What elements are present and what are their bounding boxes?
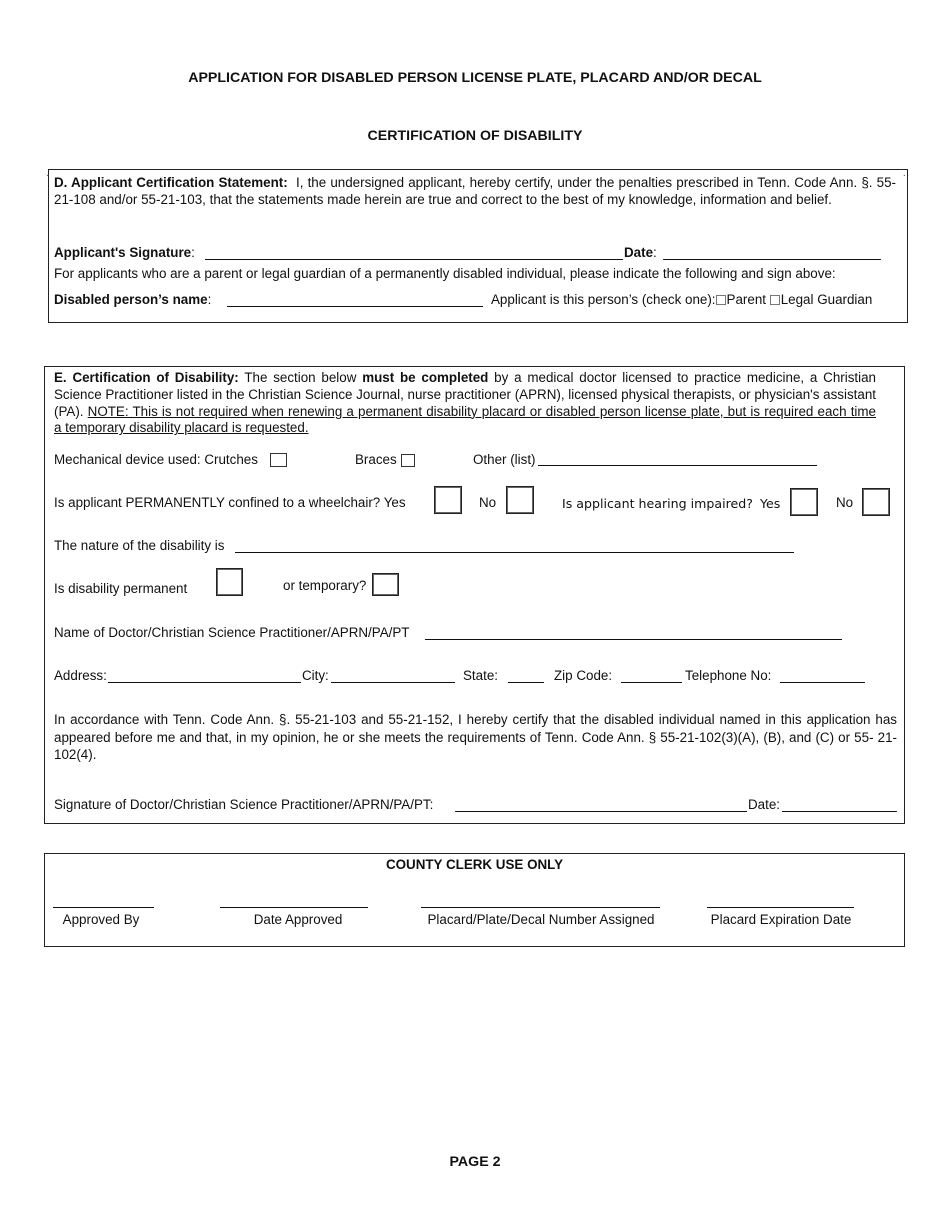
wheelchair-question: Is applicant PERMANENTLY confined to a wheelchair? Yes	[54, 495, 406, 510]
braces-label: Braces	[355, 452, 397, 467]
county-clerk-box	[44, 853, 905, 947]
braces-checkbox[interactable]	[401, 454, 415, 467]
other-device-field[interactable]	[538, 465, 817, 466]
form-title: APPLICATION FOR DISABLED PERSON LICENSE PLATE, PLACARD AND/OR DECAL	[188, 70, 762, 86]
hearing-no-checkbox[interactable]	[862, 488, 890, 516]
section-e-box	[44, 366, 905, 824]
applicant-statement	[54, 175, 896, 208]
approved-by-label: Approved By	[62, 912, 140, 927]
guardian-note: For applicants who are a parent or legal guardian of a permanently disabled individual, please indicate the following and sign above:	[54, 266, 836, 281]
crutches-checkbox[interactable]	[270, 453, 287, 467]
page-number: PAGE 2	[449, 1154, 501, 1170]
doctor-date-field[interactable]	[782, 811, 897, 812]
mechanical-label: Mechanical device used: Crutches	[54, 452, 258, 467]
corner-dot-icon: ·	[46, 170, 50, 181]
number-assigned-field[interactable]	[421, 907, 660, 908]
approved-by-field[interactable]	[53, 907, 154, 908]
phone-field[interactable]	[780, 682, 865, 683]
doctor-signature-field[interactable]	[455, 811, 747, 812]
nature-label: The nature of the disability is	[54, 538, 225, 553]
wheelchair-yes-checkbox[interactable]	[434, 486, 462, 514]
doctor-name-label: Name of Doctor/Christian Science Practitioner/APRN/PA/PT	[54, 625, 410, 640]
permanent-label: Is disability permanent	[54, 581, 188, 596]
relationship-prompt: Applicant is this person’s (check one):	[491, 292, 716, 307]
state-field[interactable]	[508, 682, 544, 683]
temporary-checkbox[interactable]	[372, 573, 399, 596]
guardian-checkbox[interactable]	[770, 295, 780, 305]
disabled-name-label: Disabled person’s name	[54, 292, 208, 307]
parent-checkbox[interactable]	[716, 295, 726, 305]
relationship-row	[491, 292, 872, 307]
address-label: Address:	[54, 668, 107, 683]
guardian-label: Legal Guardian	[780, 292, 873, 307]
statement-text: I, the undersigned applicant, hereby certify, under the penalties prescribed in Tenn. Code Ann. §. 55-21-108 and/or 55-21-103, that the statements made herein are true and correct to the best of my knowledge, information and belief.	[54, 175, 896, 207]
hearing-no-label: No	[836, 495, 854, 510]
signature-label: Applicant's Signature	[54, 245, 192, 260]
county-clerk-heading: COUNTY CLERK USE ONLY	[385, 857, 564, 872]
doctor-name-field[interactable]	[425, 639, 842, 640]
address-field[interactable]	[108, 682, 301, 683]
expiration-field[interactable]	[707, 907, 854, 908]
applicant-signature-field[interactable]	[205, 259, 623, 260]
expiration-label: Placard Expiration Date	[710, 912, 852, 927]
parent-label: Parent	[726, 292, 766, 307]
nature-field[interactable]	[235, 552, 794, 553]
certification-intro: E. Certification of Disability: The section below must be completed by a medical doctor licensed to practice medicine, a Christian Science Practitioner listed in the Christian Science Journal, nurse practitioner (APRN), licensed physical therapists, or physician's assistant (PA). NOTE: This is not required when renewing a permanent disability placard or disabled person license plate, but is required each time a temporary disability placard is requested.	[54, 370, 876, 436]
date-approved-field[interactable]	[220, 907, 368, 908]
phone-label: Telephone No:	[685, 668, 772, 683]
date-label: Date	[624, 245, 654, 260]
doctor-date-label: Date:	[748, 797, 781, 812]
temporary-label: or temporary?	[283, 578, 367, 593]
signature-row: Applicant's Signature:	[54, 245, 195, 260]
zip-field[interactable]	[621, 682, 682, 683]
applicant-date-field[interactable]	[663, 259, 881, 260]
section-d-heading: D. Applicant Certification Statement:	[54, 175, 288, 190]
city-field[interactable]	[331, 682, 455, 683]
certification-statement: In accordance with Tenn. Code Ann. §. 55-21-103 and 55-21-152, I hereby certify that the disabled individual named in this application has appeared before me and that, in my opinion, he or she meets the requirements of Tenn. Code Ann. § 55-21-102(3)(A), (B), and (C) or 55- 21-102(4).	[54, 712, 897, 762]
hearing-question: Is applicant hearing impaired?	[562, 496, 753, 511]
state-label: State:	[463, 668, 498, 683]
city-label: City:	[302, 668, 329, 683]
section-e-heading: E. Certification of Disability:	[54, 370, 239, 385]
form-subtitle: CERTIFICATION OF DISABILITY	[367, 128, 583, 144]
permanent-checkbox[interactable]	[216, 568, 243, 596]
other-label: Other (list)	[473, 452, 536, 467]
zip-label: Zip Code:	[554, 668, 613, 683]
section-d-box: · · D. Applicant Certification Statement: I, the undersigned applicant, hereby certify, under the penalties prescribed in Tenn. Code Ann. §. 55-21-108 and/or 55-21-103, that the statements made herein are true and correct to the best of my knowledge, information and belief. Applicant's Signature: Date: For applicants who are a parent or legal guardian of a permanently disabled individual, please indicate the following and sign above: Disabled person’s name: Applicant is this person’s (check one): Parent Legal Guardian	[48, 169, 908, 323]
note-text: NOTE: This is not required when renewing a permanent disability placard or disabled person license plate, but is required each time a temporary disability placard is requested.	[54, 403, 876, 436]
date-approved-label: Date Approved	[253, 912, 343, 927]
hearing-yes-label: Yes	[760, 496, 781, 511]
wheelchair-no-label: No	[479, 495, 497, 510]
hearing-yes-checkbox[interactable]	[790, 488, 818, 516]
number-assigned-label: Placard/Plate/Decal Number Assigned	[427, 912, 655, 927]
disabled-name-field[interactable]	[227, 306, 483, 307]
wheelchair-no-checkbox[interactable]	[506, 486, 534, 514]
corner-dot-icon: ·	[902, 170, 906, 181]
doctor-signature-label: Signature of Doctor/Christian Science Practitioner/APRN/PA/PT:	[54, 797, 434, 812]
